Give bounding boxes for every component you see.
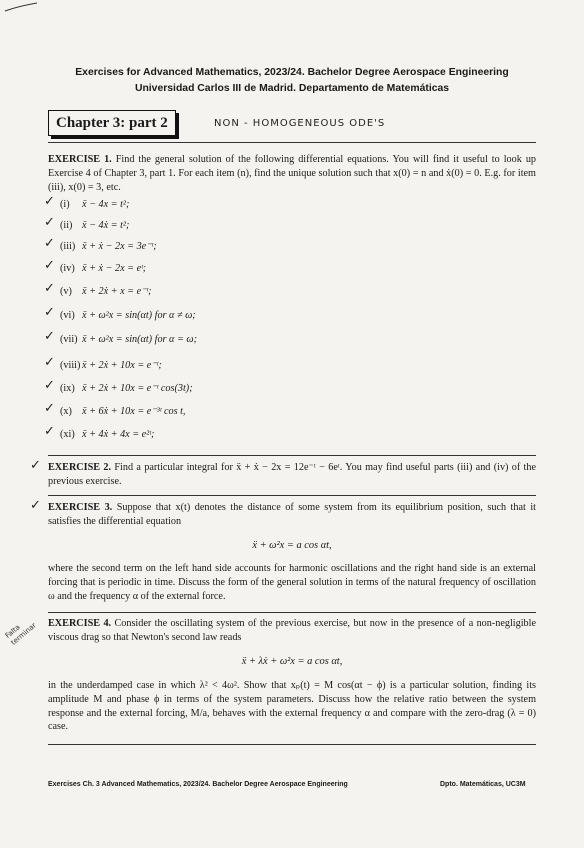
- divider: [48, 744, 536, 745]
- exercise-1-item: [60, 333, 197, 347]
- exercise-1-label: EXERCISE 1.: [48, 154, 112, 165]
- exercise-4-equation: ẍ + λẋ + ω²x = a cos αt,: [241, 656, 343, 667]
- header-line-1: Exercises for Advanced Mathematics, 2023/24. Bachelor Degree Aerospace Engineering: [75, 67, 509, 78]
- divider: [48, 142, 536, 143]
- exercise-2-text: [48, 461, 536, 489]
- item-number: (xi): [60, 429, 75, 440]
- exercise-1-item: [60, 219, 129, 233]
- item-number: (viii): [60, 360, 81, 371]
- item-equation: ẍ + 2ẋ + x = e⁻ᵗ;: [82, 286, 152, 297]
- checkmark-icon: ✓: [44, 258, 55, 273]
- exercise-4-text: [48, 617, 536, 645]
- checkmark-icon: ✓: [44, 329, 55, 344]
- exercise-3-label: EXERCISE 3.: [48, 502, 113, 513]
- item-number: (vii): [60, 334, 78, 345]
- exercise-3-text-b: where the second term on the left hand side accounts for harmonic oscillations and the right hand side is an external forcing that is periodic in time. Discuss the form of the general solution in terms of the natural frequency of oscillation ω and the frequency α of the external force.: [48, 563, 536, 602]
- exercise-1-item: [60, 382, 193, 396]
- checkmark-icon: ✓: [44, 424, 55, 439]
- item-equation: ẍ + 2ẋ + 10x = e⁻ᵗ cos(3t);: [82, 383, 193, 394]
- exercise-1-item: [60, 240, 157, 254]
- exercise-1-item: [60, 309, 196, 323]
- footer-right: Dpto. Matemáticas, UC3M: [440, 781, 526, 788]
- checkmark-icon: ✓: [44, 215, 55, 230]
- item-number: (ix): [60, 383, 75, 394]
- exercise-3-text: [48, 501, 536, 529]
- checkmark-icon: ✓: [44, 355, 55, 370]
- item-number: (iv): [60, 263, 75, 274]
- margin-note: Falta terminar: [3, 621, 38, 647]
- exercise-1-item: [60, 285, 152, 299]
- item-number: (ii): [60, 220, 73, 231]
- item-equation: ẍ + ω²x = sin(αt) for α = ω;: [82, 334, 197, 345]
- item-number: (iii): [60, 241, 76, 252]
- exercise-4-label: EXERCISE 4.: [48, 618, 112, 629]
- exercise-4-body-a: Consider the oscillating system of the previous exercise, but now in the presence of a non-negligible viscous drag so that Newton's second law reads: [48, 618, 536, 643]
- exercise-3-equation: ẍ + ω²x = a cos αt,: [252, 540, 332, 551]
- pen-mark: [4, 2, 38, 12]
- checkmark-icon: ✓: [30, 498, 41, 513]
- item-equation: ẍ + ω²x = sin(αt) for α ≠ ω;: [82, 310, 196, 321]
- item-equation: ẍ + 2ẋ + 10x = e⁻ᵗ;: [82, 360, 162, 371]
- divider: [48, 495, 536, 496]
- checkmark-icon: ✓: [44, 378, 55, 393]
- item-equation: ẍ − 4x = t²;: [82, 199, 130, 210]
- checkmark-icon: ✓: [44, 401, 55, 416]
- item-equation: ẍ + ẋ − 2x = 3e⁻ᵗ;: [82, 241, 157, 252]
- exercise-4-text-b: in the underdamped case in which λ² < 4ω². Show that xₚ(t) = M cos(αt − ϕ) is a particular solution, finding its amplitude M and phase ϕ in terms of the system parameters. Discuss how the relative ratio between the system response and the external forcing, M/a, behaves with the external frequency α and compare with the zero-drag (λ = 0) case.: [48, 680, 536, 733]
- exercise-1-item: [60, 405, 185, 419]
- item-number: (vi): [60, 310, 75, 321]
- checkmark-icon: ✓: [44, 281, 55, 296]
- checkmark-icon: ✓: [44, 236, 55, 251]
- item-number: (x): [60, 406, 72, 417]
- checkmark-icon: ✓: [44, 305, 55, 320]
- chapter-title: Chapter 3: part 2: [48, 110, 176, 136]
- handwritten-note: NON - HOMOGENEOUS ODE'S: [214, 118, 386, 129]
- checkmark-icon: ✓: [30, 458, 41, 473]
- exercise-1-text: [48, 153, 536, 194]
- exercise-1-item: [60, 198, 129, 212]
- item-equation: ẍ + 6ẋ + 10x = e⁻³ᵗ cos t,: [82, 406, 186, 417]
- exercise-1-item: [60, 428, 154, 442]
- divider: [48, 455, 536, 456]
- exercise-1-item: [60, 359, 162, 373]
- item-number: (v): [60, 286, 72, 297]
- item-equation: ẍ − 4ẋ = t²;: [82, 220, 130, 231]
- item-equation: ẍ + 4ẋ + 4x = e²ᵗ;: [82, 429, 155, 440]
- header-line-2: Universidad Carlos III de Madrid. Departamento de Matemáticas: [134, 83, 450, 94]
- checkmark-icon: ✓: [44, 194, 55, 209]
- exercise-2-body: Find a particular integral for ẍ + ẋ − 2x = 12e⁻ᵗ − 6eᵗ. You may find useful parts (iii) and (iv) of the previous exercise.: [48, 462, 537, 487]
- exercise-2-label: EXERCISE 2.: [48, 462, 112, 473]
- exercise-1-item: [60, 262, 146, 276]
- divider: [48, 612, 536, 613]
- footer-left: Exercises Ch. 3 Advanced Mathematics, 2023/24. Bachelor Degree Aerospace Engineering: [48, 781, 348, 788]
- exercise-1-body: Find the general solution of the following differential equations. You will find it useful to look up Exercise 4 of Chapter 3, part 1. For each item (n), find the unique solution such that x(0) = n and ẋ(0) = 0. E.g. for item (iii), x(0) = 3, etc.: [48, 154, 537, 193]
- exercise-3-body-a: Suppose that x(t) denotes the distance of some system from its equilibrium position, such that it satisfies the differential equation: [48, 502, 537, 527]
- item-number: (i): [60, 199, 70, 210]
- item-equation: ẍ + ẋ − 2x = eᵗ;: [82, 263, 147, 274]
